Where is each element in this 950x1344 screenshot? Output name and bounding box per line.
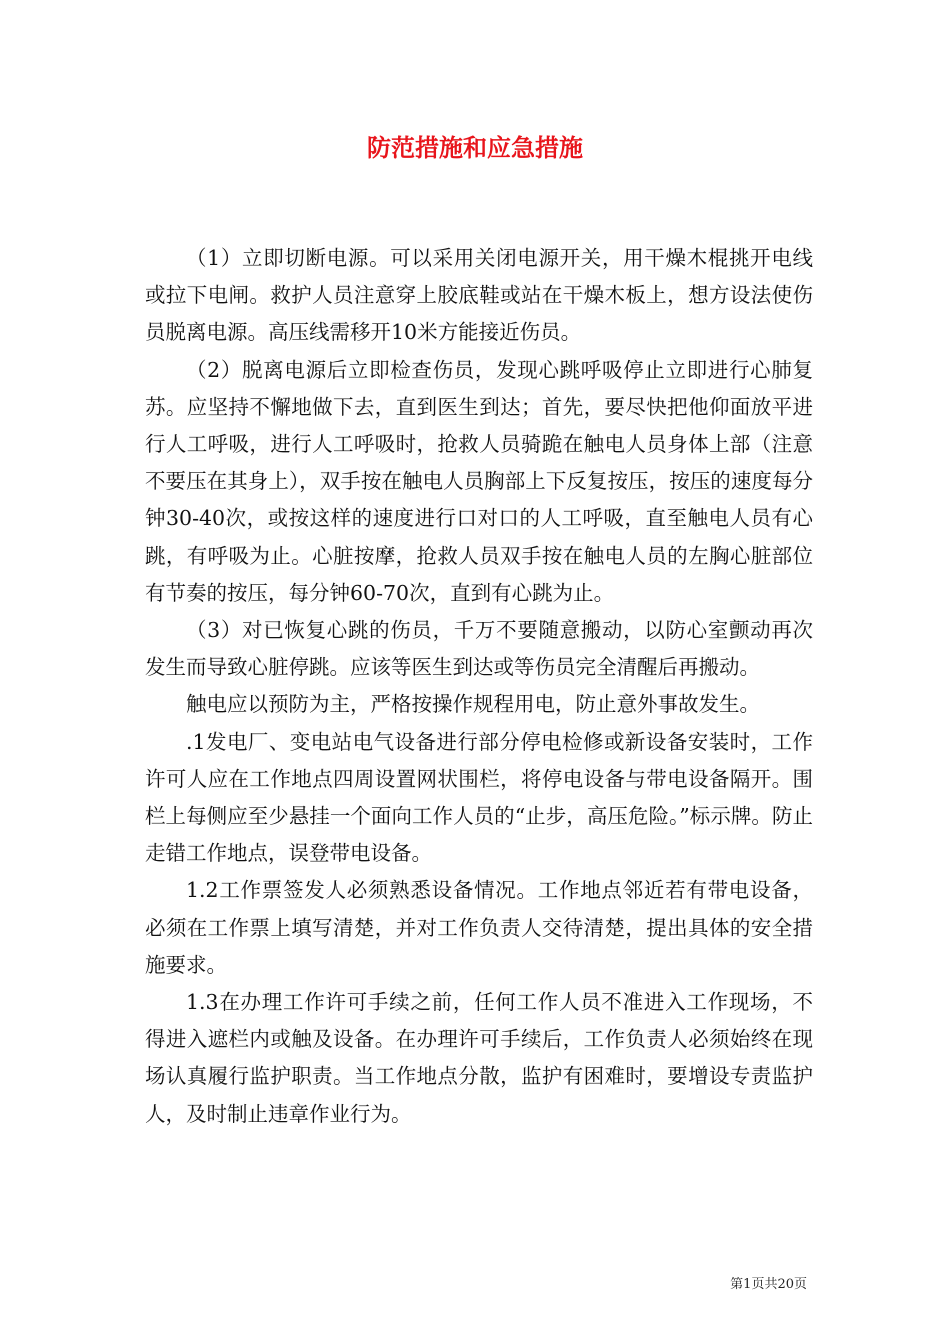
paragraph-cpr: （2）脱离电源后立即检查伤员，发现心跳呼吸停止立即进行心肺复苏。应坚持不懈地做下去，直到医生到达；首先，要尽快把他仰面放平进行人工呼吸，进行人工呼吸时，抢救人员骑跪在触电人员身体上部（注意不要压在其身上），双手按在触电人员胸部上下反复按压，按压的速度每分钟30-40次，或按这样的速度进行口对口的人工呼吸，直至触电人员有心跳，有呼吸为止。心脏按摩，抢救人员双手按在触电人员的左胸心脏部位有节奏的按压，每分钟60-70次，直到有心跳为止。 — [145, 357, 813, 605]
page-number: 第1页共20页 — [730, 1277, 807, 1292]
paragraph-after-recovery: （3）对已恢复心跳的伤员，千万不要随意搬动，以防心室颤动再次发生而导致心脏停跳。应该等医生到达或等伤员完全清醒后再搬动。 — [145, 618, 813, 680]
document-body — [145, 240, 813, 1133]
document-title: 防范措施和应急措施 — [367, 133, 583, 162]
paragraph-item-1-1: .1发电厂、变电站电气设备进行部分停电检修或新设备安装时，工作许可人应在工作地点四周设置网状围栏，将停电设备与带电设备隔开。围栏上每侧应至少悬挂一个面向工作人员的“止步，高压危险。”标示牌。防止走错工作地点，误登带电设备。 — [145, 729, 813, 866]
paragraph-cut-power: （1）立即切断电源。可以采用关闭电源开关，用干燥木棍挑开电线或拉下电闸。救护人员注意穿上胶底鞋或站在干燥木板上，想方设法使伤员脱离电源。高压线需移开10米方能接近伤员。 — [145, 246, 813, 345]
paragraph-item-1-2: 1.2工作票签发人必须熟悉设备情况。工作地点邻近若有带电设备，必须在工作票上填写清楚，并对工作负责人交待清楚，提出具体的安全措施要求。 — [145, 878, 813, 977]
paragraph-prevention: 触电应以预防为主，严格按操作规程用电，防止意外事故发生。 — [186, 692, 760, 717]
paragraph-item-1-3: 1.3在办理工作许可手续之前，任何工作人员不准进入工作现场，不得进入遮栏内或触及设备。在办理许可手续后，工作负责人必须始终在现场认真履行监护职责。当工作地点分散，监护有困难时，要增设专责监护人，及时制止违章作业行为。 — [145, 990, 813, 1126]
